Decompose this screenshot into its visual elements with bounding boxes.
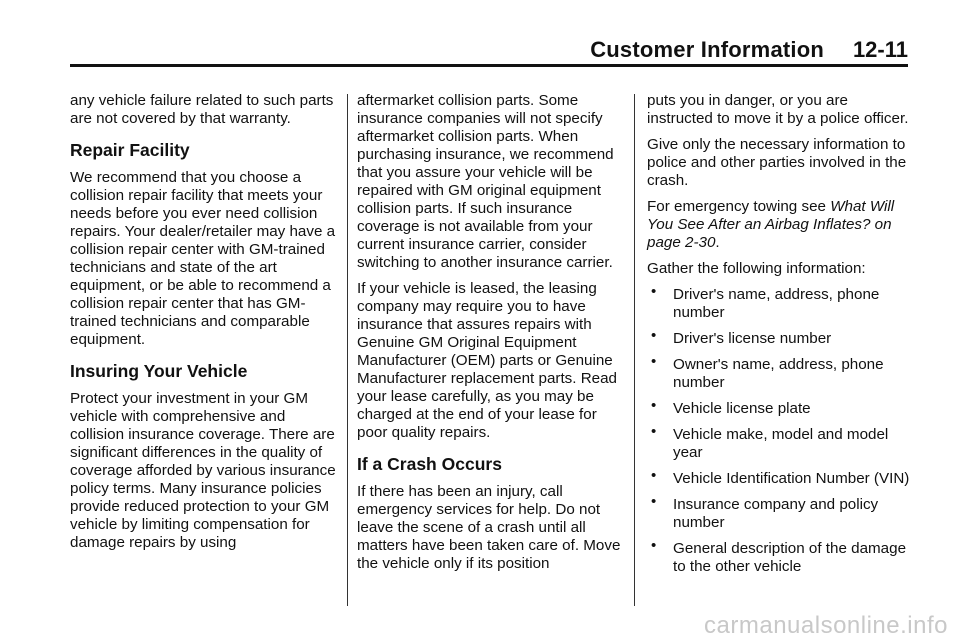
paragraph: Give only the necessary information to police and other parties involved in the crash. [647, 136, 907, 189]
section-title: Customer Information [590, 37, 824, 62]
text-column-3 [647, 92, 913, 584]
list-item: • Vehicle make, model and model year [647, 426, 913, 462]
list-item: • Vehicle license plate [647, 400, 913, 418]
list-item: • Driver's license number [647, 330, 913, 348]
list-item: • General description of the damage to the other vehicle [647, 540, 913, 576]
section-heading-repair-facility: Repair Facility [70, 140, 190, 160]
paragraph: If there has been an injury, call emergency services for help. Do not leave the scene of a crash until all matters have been taken care of. Move the vehicle only if its position [357, 483, 621, 572]
paragraph: puts you in danger, or you are instructed to move it by a police officer. [647, 92, 909, 127]
section-heading-insuring-your-vehicle: Insuring Your Vehicle [70, 361, 248, 381]
list-item: • Owner's name, address, phone number [647, 356, 913, 392]
paragraph-towing [647, 198, 913, 252]
paragraph: aftermarket collision parts. Some insurance companies will not specify aftermarket collision parts. When purchasing insurance, we recommend that you assure your vehicle will be repaired with GM original equipment collision parts. If such insurance coverage is not available from your current insurance carrier, consider switching to another insurance carrier. [357, 92, 614, 271]
watermark: carmanualsonline.info [704, 612, 948, 639]
page-number: 12-11 [852, 37, 908, 62]
towing-text: For emergency towing see [647, 198, 831, 215]
towing-suffix: . [715, 234, 720, 251]
list-item: • Driver's name, address, phone number [647, 286, 913, 322]
cross-reference-link[interactable]: What Will You See After an Airbag Inflates? on page 2-30 [647, 198, 895, 251]
text-column-1 [70, 92, 336, 560]
text-column-2 [357, 92, 623, 581]
paragraph: Protect your investment in your GM vehicle with comprehensive and collision insurance coverage. There are significant differences in the quality of coverage afforded by various insurance policy terms. Many insurance policies provide reduced protection to your GM vehicle by limiting compensation for damage repairs by using [70, 390, 336, 551]
list-item: • Insurance company and policy number [647, 496, 913, 532]
paragraph: We recommend that you choose a collision repair facility that meets your needs before you ever need collision repairs. Your dealer/retailer may have a collision repair center with GM-trained technicians and state of the art equipment, or be able to recommend a collision repair center that has GM-trained technicians and comparable equipment. [70, 169, 336, 348]
column-divider [347, 94, 348, 606]
paragraph: any vehicle failure related to such parts are not covered by that warranty. [70, 92, 334, 127]
column-divider [634, 94, 635, 606]
paragraph: If your vehicle is leased, the leasing company may require you to have insurance that assures repairs with Genuine GM Original Equipment Manufacturer (OEM) parts or Genuine Manufacturer replacement parts. Read your lease carefully, as you may be charged at the end of your lease for poor quality repairs. [357, 280, 618, 441]
page-header [70, 34, 908, 67]
section-heading-if-a-crash-occurs: If a Crash Occurs [357, 454, 502, 474]
list-item: • Vehicle Identification Number (VIN) [647, 470, 913, 488]
information-list [647, 286, 913, 576]
paragraph: Gather the following information: [647, 260, 866, 277]
